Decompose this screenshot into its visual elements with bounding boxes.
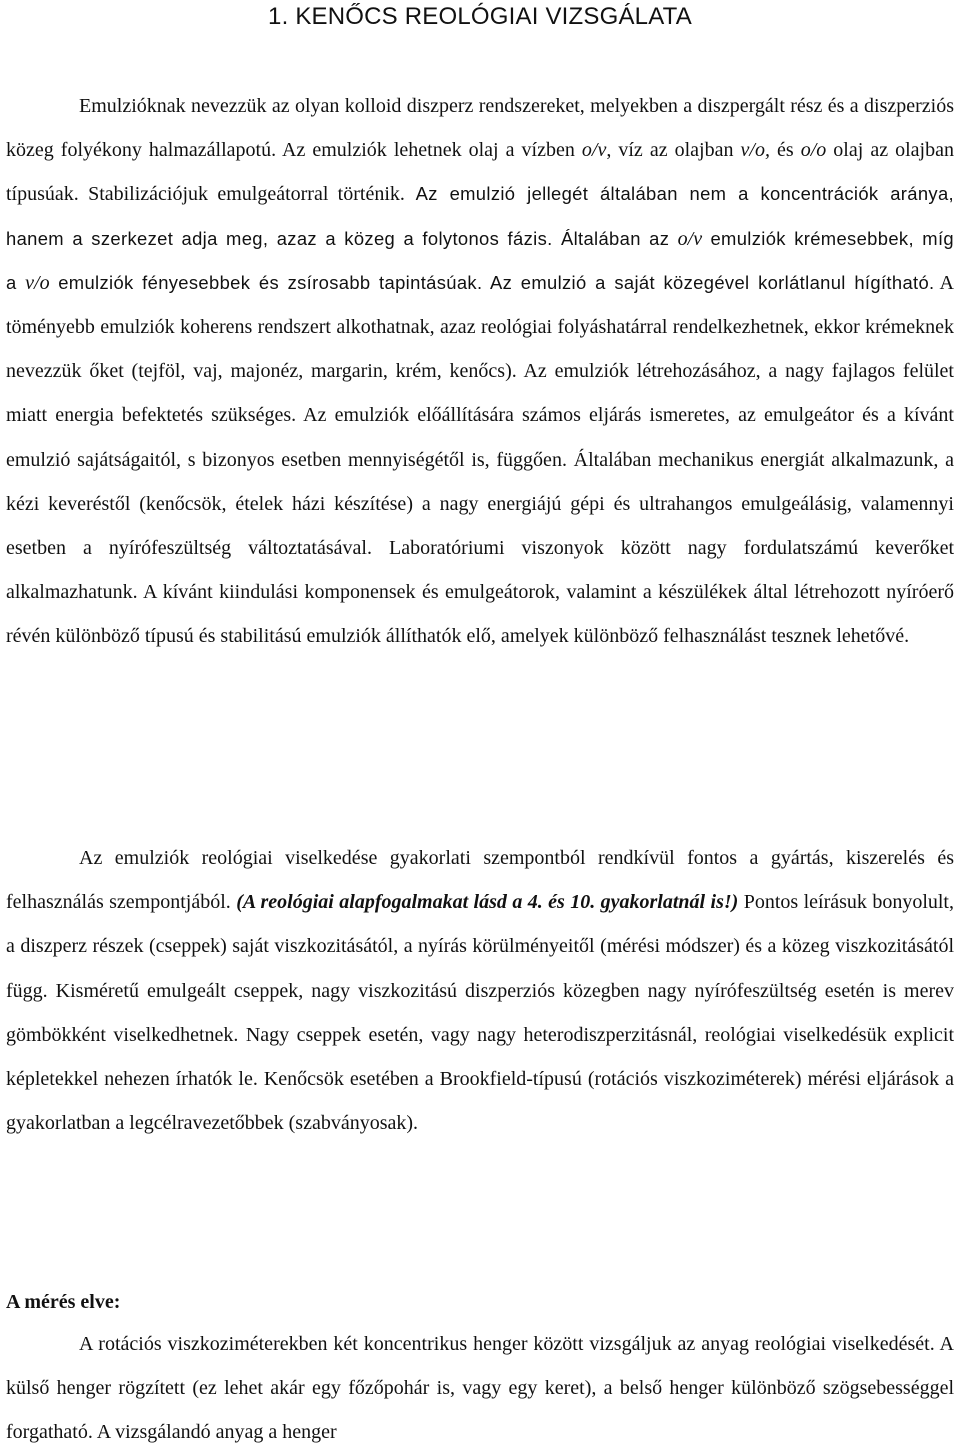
term-ov: o/v [677, 227, 703, 250]
reference-note: (A reológiai alapfogalmakat lásd a 4. és 10. gyakorlatnál is!) [236, 891, 739, 914]
text-run: Pontos leírásuk bonyolult, a diszperz részek (cseppek) saját viszkozitásától, a nyírás körülményeitől (mérési módszer) és a közeg viszkozitásától függ. Kisméretű emulgeált cseppek, nagy viszkozitású diszperziós közegben nagy nyírófeszültség esetén is merev gömbökként viselkedhetnek. Nagy cseppek esetén, vagy nagy heterodiszperzitásnál, reológiai viselkedésük explicit képletekkel nehezen írhatók le. Kenőcsök esetében a Brookfield-típusú (rotációs viszkoziméterek) mérési eljárások a gyakorlatban a legcélravezetőbbek (szabványosak). [6, 891, 954, 1135]
paragraph-emulsions-intro [6, 84, 954, 659]
text-run: A töményebb emulziók koherens rendszert alkothatnak, azaz reológiai folyáshatárral rendelkezhetnek, ekkor krémeknek nevezzük őket (tejföl, vaj, majonéz, margarin, krém, kenőcs). Az emulziók létrehozásához, a nagy fajlagos felület miatt energia befektetés szükséges. Az emulziók előállítására számos eljárás ismeretes, az emulgeátor és a kívánt emulzió sajátságaitól, s bizonyos esetben mennyiségétől is, függően. Általában mechanikus energiát alkalmazunk, a kézi keveréstől (kenőcsök, ételek házi készítése) a nagy energiájú gépi és ultrahangos emulgeálásig, valamennyi esetben a nyírófeszültség változtatásával. Laboratóriumi viszonyok között nagy fordulatszámú keverőket alkalmazhatunk. A kívánt kiindulási komponensek és emulgeátorok, valamint a készülékek által létrehozott nyíróerő révén különböző típusú és stabilitású emulziók állíthatók elő, amelyek különböző felhasználást tesznek lehetővé. [6, 271, 954, 648]
paragraph-rheology [6, 836, 954, 1145]
text-run: Az emulzió jellegét általában nem a koncentrációk aránya, hanem a szerkezet adja meg, azaz a közeg a folytonos fázis. Általában az [6, 183, 955, 249]
term-oo: o/o [800, 139, 827, 162]
text-run: emulziók krémesebbek, míg a [6, 227, 954, 293]
text-run: és [769, 139, 801, 162]
section-heading: A mérés elve: [6, 1291, 121, 1313]
text-run: olaj az olajban típusúak. Stabilizációjuk emulgeátorral történik. [6, 139, 954, 206]
term-ov: o/v [581, 139, 607, 162]
paragraph-measurement-principle [6, 1322, 954, 1455]
term-vo: v/o, [740, 139, 770, 162]
text-run: Az emulziók reológiai viselkedése gyakorlati szempontból rendkívül fontos a gyártás, kiszerelés és felhasználás szempontjából. [6, 847, 954, 914]
text-run: emulziók fényesebbek és zsírosabb tapintásúak. Az emulzió a saját közegével korlátlanul hígítható. [49, 271, 935, 293]
text-run: , víz az olajban [606, 139, 741, 162]
text-run: Emulzióknak nevezzük az olyan kolloid diszperz rendszereket, melyekben a diszpergált rész és a diszperziós közeg folyékony halmazállapotú. Az emulziók lehetnek olaj a vízben [6, 95, 954, 162]
term-vo: v/o [25, 271, 50, 294]
page-title: 1. KENŐCS REOLÓGIAI VIZSGÁLATA [268, 3, 692, 30]
text-run: A rotációs viszkoziméterekben két koncentrikus henger között vizsgáljuk az anyag reológiai viselkedését. A külső henger rögzített (ez lehet akár egy főzőpohár is, vagy egy keret), a belső henger különböző szögsebességgel forgatható. A vizsgálandó anyag a henger [6, 1333, 954, 1444]
